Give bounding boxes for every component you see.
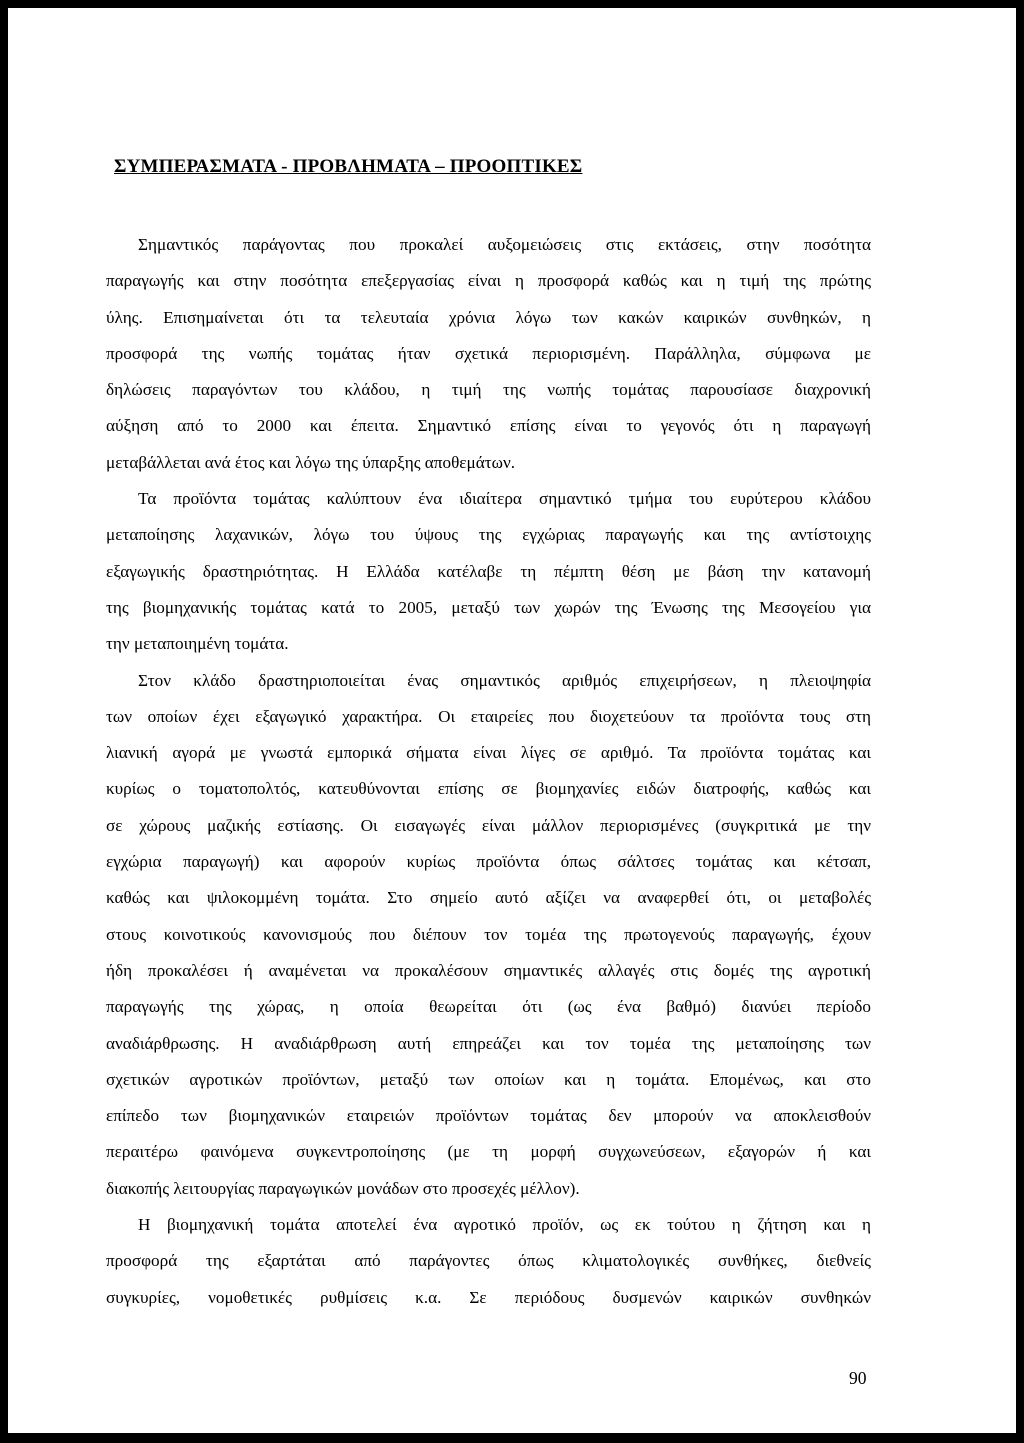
text-line: ύλης. Επισημαίνεται ότι τα τελευταία χρόνια λόγω των κακών καιρικών συνθηκών, η xyxy=(106,307,871,327)
text-line: επίπεδο των βιομηχανικών εταιρειών προϊόντων τομάτας δεν μπορούν να αποκλεισθούν xyxy=(106,1106,871,1126)
text-line: της βιομηχανικής τομάτας κατά το 2005, μεταξύ των χωρών της Ένωσης της Μεσογείου για xyxy=(106,597,871,617)
text-line: παραγωγής και στην ποσότητα επεξεργασίας είναι η προσφορά καθώς και η τιμή της πρώτης xyxy=(106,271,871,291)
text-line: προσφορά της νωπής τομάτας ήταν σχετικά περιορισμένη. Παράλληλα, σύμφωνα με xyxy=(106,343,871,363)
text-line: κυρίως ο τοματοπολτός, κατευθύνονται επίσης σε βιομηχανίες ειδών διατροφής, καθώς και xyxy=(106,779,871,799)
text-line: στους κοινοτικούς κανονισμούς που διέπουν τον τομέα της πρωτογενούς παραγωγής, έχουν xyxy=(106,924,871,944)
text-line: Σημαντικός παράγοντας που προκαλεί αυξομειώσεις στις εκτάσεις, στην ποσότητα xyxy=(138,235,871,254)
text-line: των οποίων έχει εξαγωγικό χαρακτήρα. Οι εταιρείες που διοχετεύουν τα προϊόντα τους στη xyxy=(106,706,871,726)
text-line: εξαγωγικής δραστηριότητας. Η Ελλάδα κατέλαβε τη πέμπτη θέση με βάση την κατανομή xyxy=(106,561,871,581)
text-line: αναδιάρθρωσης. Η αναδιάρθρωση αυτή επηρεάζει και τον τομέα της μεταποίησης των xyxy=(106,1033,871,1053)
text-line: εγχώρια παραγωγή) και αφορούν κυρίως προϊόντα όπως σάλτσες τομάτας και κέτσαπ, xyxy=(106,852,871,872)
text-line: Στον κλάδο δραστηριοποιείται ένας σημαντικός αριθμός επιχειρήσεων, η πλειοψηφία xyxy=(138,670,871,690)
text-line: ήδη προκαλέσει ή αναμένεται να προκαλέσουν σημαντικές αλλαγές στις δομές της αγροτική xyxy=(106,960,871,980)
body-text xyxy=(106,227,871,1316)
text-line: Η βιομηχανική τομάτα αποτελεί ένα αγροτικό προϊόν, ως εκ τούτου η ζήτηση και η xyxy=(138,1215,871,1235)
text-line: συγκυρίες, νομοθετικές ρυθμίσεις κ.α. Σε περιόδους δυσμενών καιρικών συνθηκών xyxy=(106,1287,871,1307)
page-number: 90 xyxy=(849,1368,867,1388)
text-line: προσφορά της εξαρτάται από παράγοντες όπως κλιματολογικές συνθήκες, διεθνείς xyxy=(106,1251,871,1271)
text-line: σχετικών αγροτικών προϊόντων, μεταξύ των οποίων και η τομάτα. Επομένως, και στο xyxy=(106,1069,871,1089)
text-line: μεταποίησης λαχανικών, λόγω του ύψους της εγχώριας παραγωγής και της αντίστοιχης xyxy=(106,525,871,545)
text-line: διακοπής λειτουργίας παραγωγικών μονάδων στο προσεχές μέλλον). xyxy=(106,1178,580,1198)
text-line: δηλώσεις παραγόντων του κλάδου, η τιμή της νωπής τομάτας παρουσίασε διαχρονική xyxy=(106,380,871,400)
text-line: σε χώρους μαζικής εστίασης. Οι εισαγωγές είναι μάλλον περιορισμένες (συγκριτικά με την xyxy=(106,815,871,835)
text-line: παραγωγής της χώρας, η οποία θεωρείται ότι (ως ένα βαθμό) διανύει περίοδο xyxy=(106,997,871,1017)
text-line: Τα προϊόντα τομάτας καλύπτουν ένα ιδιαίτερα σημαντικό τμήμα του ευρύτερου κλάδου xyxy=(138,489,871,509)
text-line: περαιτέρω φαινόμενα συγκεντροποίησης (με τη μορφή συγχωνεύσεων, εξαγορών ή και xyxy=(106,1142,871,1162)
section-title: ΣΥΜΠΕΡΑΣΜΑΤΑ - ΠΡΟΒΛΗΜΑΤΑ – ΠΡΟΟΠΤΙΚΕΣ xyxy=(114,156,583,177)
text-line: αύξηση από το 2000 και έπειτα. Σημαντικό επίσης είναι το γεγονός ότι η παραγωγή xyxy=(106,416,871,436)
text-line: την μεταποιημένη τομάτα. xyxy=(106,634,289,654)
text-line: λιανική αγορά με γνωστά εμπορικά σήματα είναι λίγες σε αριθμό. Τα προϊόντα τομάτας και xyxy=(106,743,871,763)
text-line: μεταβάλλεται ανά έτος και λόγω της ύπαρξης αποθεμάτων. xyxy=(106,452,516,472)
text-line: καθώς και ψιλοκομμένη τομάτα. Στο σημείο αυτό αξίζει να αναφερθεί ότι, οι μεταβολές xyxy=(106,888,871,908)
